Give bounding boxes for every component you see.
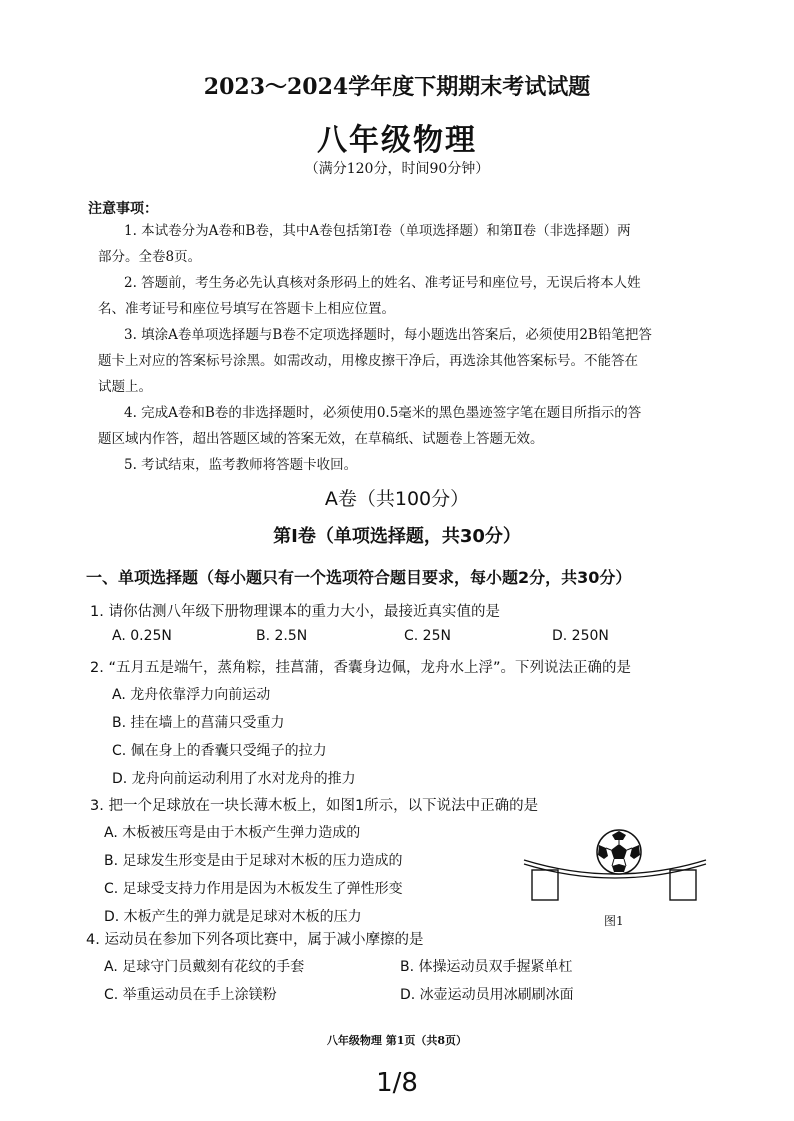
question-3-option-d: D. 木板产生的弹力就是足球对木板的压力 [104,909,362,925]
notice-line: 试题上。 [98,379,152,395]
exam-title: 2023～2024学年度下期期末考试试题 [203,74,591,100]
question-4-option-b: B. 体操运动员双手握紧单杠 [400,959,573,975]
question-3-option-b: B. 足球发生形变是由于足球对木板的压力造成的 [104,853,403,869]
question-3-stem: 3. 把一个足球放在一块长薄木板上，如图1所示，以下说法中正确的是 [90,798,539,814]
question-1-option-c: C. 25N [404,628,451,644]
notice-line: 1. 本试卷分为A卷和B卷，其中A卷包括第Ⅰ卷（单项选择题）和第Ⅱ卷（非选择题）两 [124,223,631,239]
notice-line: 题区域内作答，超出答题区域的答案无效，在草稿纸、试题卷上答题无效。 [98,431,544,447]
question-3-option-c: C. 足球受支持力作用是因为木板发生了弹性形变 [104,881,403,897]
question-2-option-a: A. 龙舟依靠浮力向前运动 [112,687,271,703]
notice-line: 2. 答题前，考生务必先认真核对条形码上的姓名、准考证号和座位号，无误后将本人姓 [124,275,641,291]
notice-line: 4. 完成A卷和B卷的非选择题时，必须使用0.5毫米的黑色墨迹签字笔在题目所指示的答 [124,405,642,421]
page-footer: 八年级物理 第1页（共8页） [326,1034,468,1047]
question-1-option-d: D. 250N [552,628,609,644]
notice-line: 名、准考证号和座位号填写在答题卡上相应位置。 [98,301,395,317]
question-2-stem: 2. “五月五是端午，蒸角粽，挂菖蒲，香囊身边佩，龙舟水上浮”。下列说法正确的是 [90,660,631,676]
question-2-option-c: C. 佩在身上的香囊只受绳子的拉力 [112,743,327,759]
question-4-stem: 4. 运动员在参加下列各项比赛中，属于减小摩擦的是 [86,932,424,948]
plank-support-right [670,870,696,900]
figure-1-caption: 图1 [604,914,624,928]
soccer-ball [597,830,641,874]
figure-1-drawing [520,826,710,908]
question-1-stem: 1. 请你估测八年级下册物理课本的重力大小，最接近真实值的是 [90,604,500,620]
question-3-option-a: A. 木板被压弯是由于木板产生弹力造成的 [104,825,361,841]
question-4-option-a: A. 足球守门员戴刻有花纹的手套 [104,959,305,975]
subject-title: 八年级物理 [317,123,477,158]
question-1-option-b: B. 2.5N [256,628,308,644]
page-indicator: 1/8 [376,1068,418,1098]
notice-heading: 注意事项： [88,201,158,217]
question-2-option-d: D. 龙舟向前运动利用了水对龙舟的推力 [112,771,356,787]
plank-support-left [532,870,558,900]
notice-line: 部分。全卷8页。 [98,249,202,265]
section-a-heading: A卷（共100分） [324,488,470,510]
exam-info: （满分120分，时间90分钟） [304,161,490,177]
part-1-heading: 第Ⅰ卷（单项选择题，共30分） [273,526,521,547]
question-1-option-a: A. 0.25N [112,628,172,644]
notice-line: 3. 填涂A卷单项选择题与B卷不定项选择题时，每小题选出答案后，必须使用2B铅笔把答 [124,327,652,343]
question-2-option-b: B. 挂在墙上的菖蒲只受重力 [112,715,285,731]
single-choice-heading: 一、单项选择题（每小题只有一个选项符合题目要求，每小题2分，共30分） [86,568,632,587]
notice-line: 5. 考试结束，监考教师将答题卡收回。 [124,457,358,473]
question-4-option-d: D. 冰壶运动员用冰刷刷冰面 [400,987,574,1003]
question-4-option-c: C. 举重运动员在手上涂镁粉 [104,987,277,1003]
notice-line: 题卡上对应的答案标号涂黑。如需改动，用橡皮擦干净后，再选涂其他答案标号。不能答在 [98,353,638,369]
